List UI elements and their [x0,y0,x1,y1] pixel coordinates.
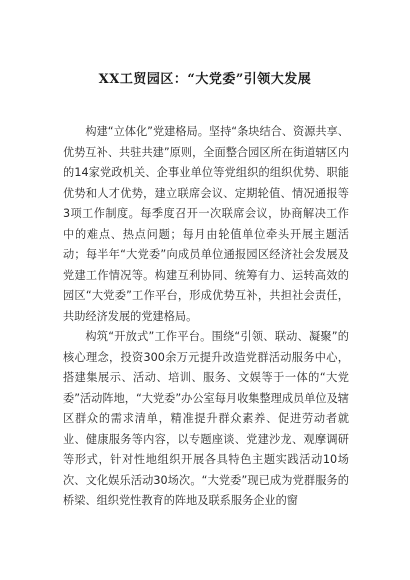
document-body [63,122,349,512]
document-title: XX工贸园区：“大党委”引领大发展 [98,72,312,87]
paragraph-structure: 构建“立体化”党建格局。坚持“条块结合、资源共享、优势互补、共驻共建”原则，全面整合园区所在街道辖区内的14家党政机关、企事业单位等党组织的组织优势、职能优势和人才优势，建立联席会议、定期轮值、情况通报等3项工作制度。每季度召开一次联席会议，协商解决工作中的难点、热点问题；每月由轮值单位牵头开展主题活动；每半年“大党委”向成员单位通报园区经济社会发展及党建工作情况等。构建互利协同、统筹有力、运转高效的园区“大党委”工作平台，形成优势互补，共担社会责任，共助经济发展的党建格局。 [63,125,349,323]
paragraph-platform: 构筑“开放式”工作平台。围绕“引领、联动、凝聚”的核心理念，投资300余万元提升改造党群活动服务中心，搭建集展示、活动、培训、服务、文娱等于一体的“大党委”活动阵地，“大党委”办公室每月收集整理成员单位及辖区群众的需求清单，精准提升群众素养、促进劳动者就业、健康服务等内容，以专题座谈、党建沙龙、观摩调研等形式，针对性地组织开展各具特色主题实践活动10场次、文化娱乐活动30场次。“大党委”现已成为党群服务的桥梁、组织党性教育的阵地及联系服务企业的窗 [63,330,349,507]
